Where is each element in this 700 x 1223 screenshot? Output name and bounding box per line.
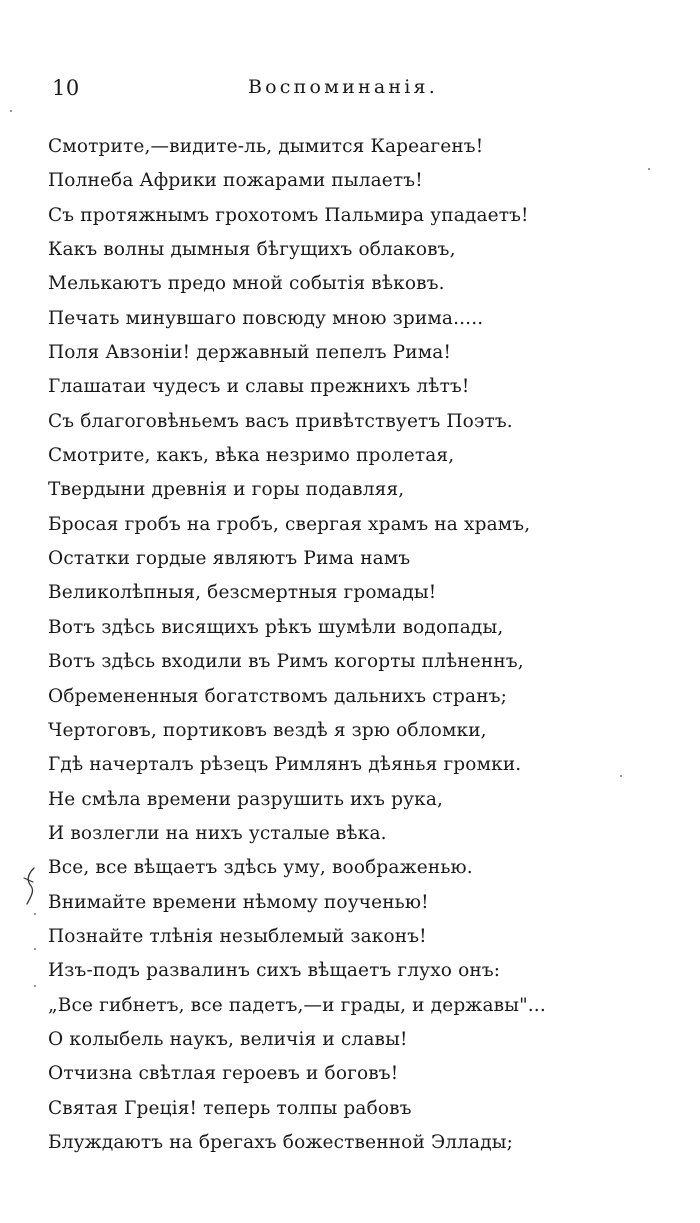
poem-line: Святая Грецiя! теперь толпы рабовъ bbox=[48, 1097, 412, 1119]
poem-line: Гдѣ начерталъ рѣзецъ Римлянъ дѣянья громки. bbox=[48, 754, 522, 776]
poem-line: И возлегли на нихъ усталые вѣка. bbox=[48, 822, 387, 844]
poem-text bbox=[48, 130, 648, 1160]
poem-line: Печать минувшаго повсюду мною зрима..... bbox=[48, 307, 484, 329]
poem-line: „Все гибнетъ, все падетъ,—и грады, и державы"... bbox=[48, 994, 546, 1016]
poem-line: О колыбель наукъ, величія и славы! bbox=[48, 1028, 408, 1050]
paper-speck bbox=[34, 913, 36, 915]
poem-line: Съ протяжнымъ грохотомъ Пальмира упадаетъ! bbox=[48, 204, 529, 226]
running-title: Воспоминанія. bbox=[248, 76, 438, 98]
poem-line: Блуждаютъ на брегахъ божественной Эллады; bbox=[48, 1131, 514, 1153]
poem-line: Изъ-подъ развалинъ сихъ вѣщаетъ глухо онъ: bbox=[48, 960, 501, 982]
page-number: 10 bbox=[52, 76, 80, 100]
poem-line: Смотрите,—видите-ль, дымится Кареагенъ! bbox=[48, 136, 484, 157]
poem-line: Обремененныя богатствомъ дальнихъ странъ; bbox=[48, 685, 508, 707]
poem-line: Внимайте времени нѣмому поученью! bbox=[48, 891, 429, 913]
poem-line: Вотъ здѣсь висящихъ рѣкъ шумѣли водопады, bbox=[48, 616, 504, 638]
poem-line: Чертоговъ, портиковъ вездѣ я зрю обломки, bbox=[48, 719, 487, 741]
poem-line: Съ благоговѣньемъ васъ привѣтствуетъ Поэтъ. bbox=[48, 410, 513, 432]
poem-line: Твердыни древнія и горы подавляя, bbox=[48, 479, 405, 501]
paper-speck bbox=[648, 168, 650, 170]
paper-speck bbox=[620, 775, 622, 777]
poem-line: Полнеба Африки пожарами пылаетъ! bbox=[48, 170, 423, 192]
poem-line: Не смѣла времени разрушить ихъ рука, bbox=[48, 788, 444, 810]
paper-speck bbox=[34, 985, 36, 987]
poem-line: Поля Авзоніи! державный пепелъ Рима! bbox=[48, 342, 452, 364]
poem-line: Вотъ здѣсь входили въ Римъ когорты плѣненнъ, bbox=[48, 651, 524, 673]
page-header bbox=[52, 76, 482, 106]
poem-line: Мелькаютъ предо мной событія вѣковъ. bbox=[48, 273, 445, 295]
pencil-margin-mark bbox=[22, 866, 38, 906]
poem-line: Великолѣпныя, безсмертныя громады! bbox=[48, 582, 437, 604]
poem-line: Бросая гробъ на гробъ, свергая храмъ на храмъ, bbox=[48, 513, 531, 535]
poem-line: Остатки гордые являютъ Рима намъ bbox=[48, 548, 411, 570]
paper-speck bbox=[10, 110, 12, 112]
poem-line: Какъ волны дымныя бѣгущихъ облаковъ, bbox=[48, 239, 456, 261]
poem-line: Отчизна свѣтлая героевъ и боговъ! bbox=[48, 1063, 399, 1085]
poem-line: Глашатаи чудесъ и славы прежнихъ лѣтъ! bbox=[48, 376, 470, 398]
paper-speck bbox=[34, 948, 36, 950]
poem-line: Познайте тлѣнія незыблемый законъ! bbox=[48, 925, 427, 947]
poem-line: Смотрите, какъ, вѣка незримо пролетая, bbox=[48, 445, 455, 467]
poem-line: Все, все вѣщаетъ здѣсь уму, воображенью. bbox=[48, 857, 473, 879]
